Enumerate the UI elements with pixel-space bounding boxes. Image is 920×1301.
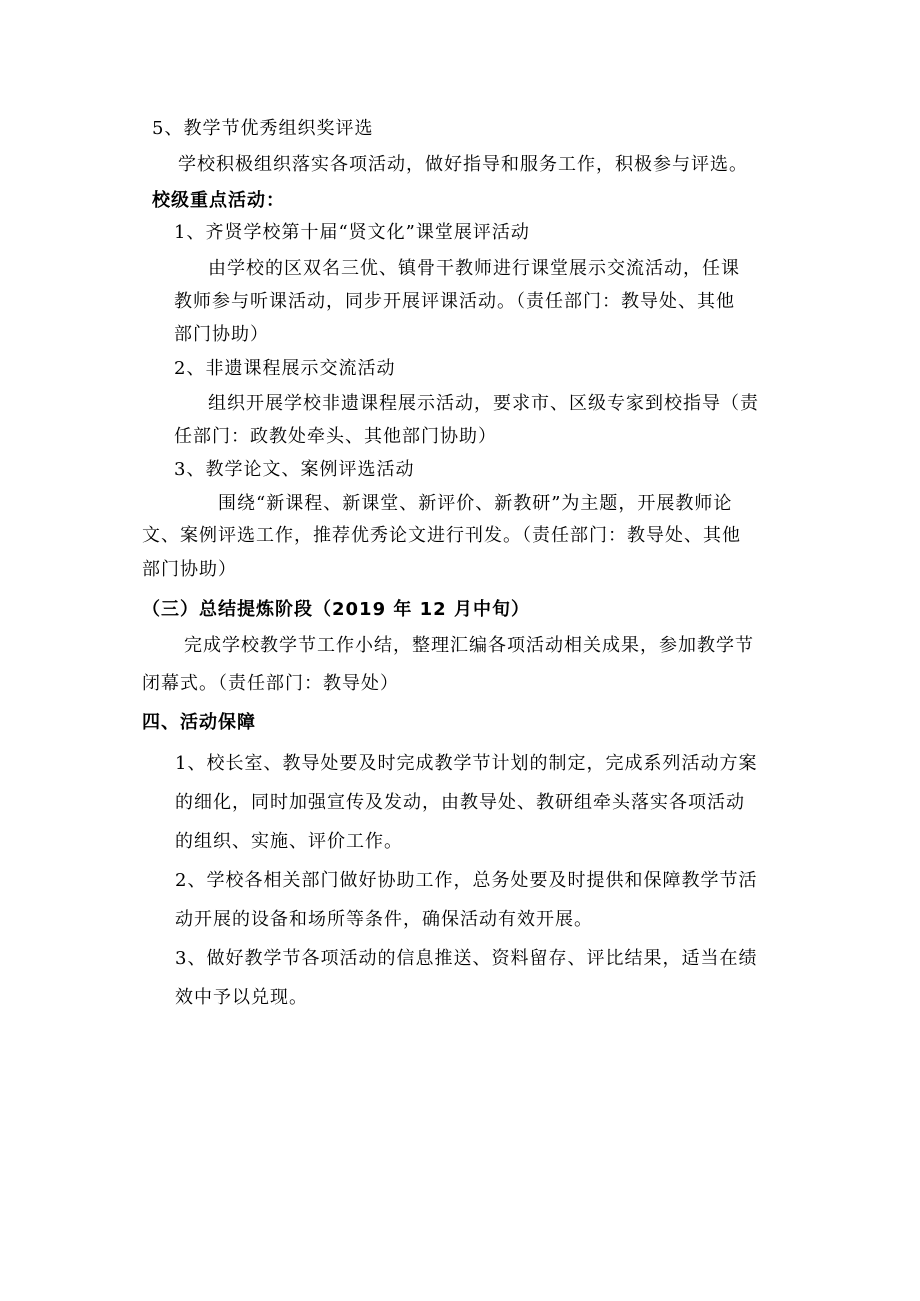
activity-2-heading: 2、非遗课程展示交流活动 bbox=[174, 358, 396, 379]
section-3-body-line-2: 闭幕式。（责任部门：教导处） bbox=[142, 673, 399, 694]
activity-2-body-line-1: 组织开展学校非遗课程展示活动，要求市、区级专家到校指导（责 bbox=[208, 393, 759, 414]
activity-3-body-line-1: 围绕“新课程、新课堂、新评价、新教研”为主题，开展教师论 bbox=[218, 493, 733, 514]
activity-3-body-line-2: 文、案例评选工作，推荐优秀论文进行刊发。（责任部门：教导处、其他 bbox=[142, 525, 741, 546]
guarantee-2-line-1: 2、学校各相关部门做好协助工作，总务处要及时提供和保障教学节活 bbox=[175, 870, 758, 891]
activity-2-body-line-2: 任部门：政教处牵头、其他部门协助） bbox=[174, 426, 497, 447]
activity-1-body-line-3: 部门协助） bbox=[174, 324, 269, 345]
activity-1-body-line-1: 由学校的区双名三优、镇骨干教师进行课堂展示交流活动，任课 bbox=[208, 258, 740, 279]
guarantee-3-line-2: 效中予以兑现。 bbox=[175, 987, 308, 1008]
section-3-heading: （三）总结提炼阶段（2019 年 12 月中旬） bbox=[142, 599, 530, 620]
activity-3-heading: 3、教学论文、案例评选活动 bbox=[174, 459, 415, 480]
activity-1-heading: 1、齐贤学校第十届“贤文化”课堂展评活动 bbox=[174, 222, 530, 243]
guarantee-2-line-2: 动开展的设备和场所等条件，确保活动有效开展。 bbox=[175, 909, 593, 930]
guarantee-1-line-2: 的细化，同时加强宣传及发动，由教导处、教研组牵头落实各项活动 bbox=[175, 792, 745, 813]
item-5-body: 学校积极组织落实各项活动，做好指导和服务工作，积极参与评选。 bbox=[178, 154, 748, 175]
section-3-body-line-1: 完成学校教学节工作小结，整理汇编各项活动相关成果，参加教学节 bbox=[184, 635, 754, 656]
item-5-heading: 5、教学节优秀组织奖评选 bbox=[152, 118, 374, 139]
section-4-heading: 四、活动保障 bbox=[142, 712, 256, 733]
guarantee-1-line-3: 的组织、实施、评价工作。 bbox=[175, 831, 403, 852]
school-activities-heading: 校级重点活动： bbox=[152, 190, 285, 211]
activity-3-body-line-3: 部门协助） bbox=[142, 559, 237, 580]
activity-1-body-line-2: 教师参与听课活动，同步开展评课活动。（责任部门：教导处、其他 bbox=[174, 291, 735, 312]
guarantee-1-line-1: 1、校长室、教导处要及时完成教学节计划的制定，完成系列活动方案 bbox=[175, 753, 758, 774]
guarantee-3-line-1: 3、做好教学节各项活动的信息推送、资料留存、评比结果，适当在绩 bbox=[175, 948, 758, 969]
